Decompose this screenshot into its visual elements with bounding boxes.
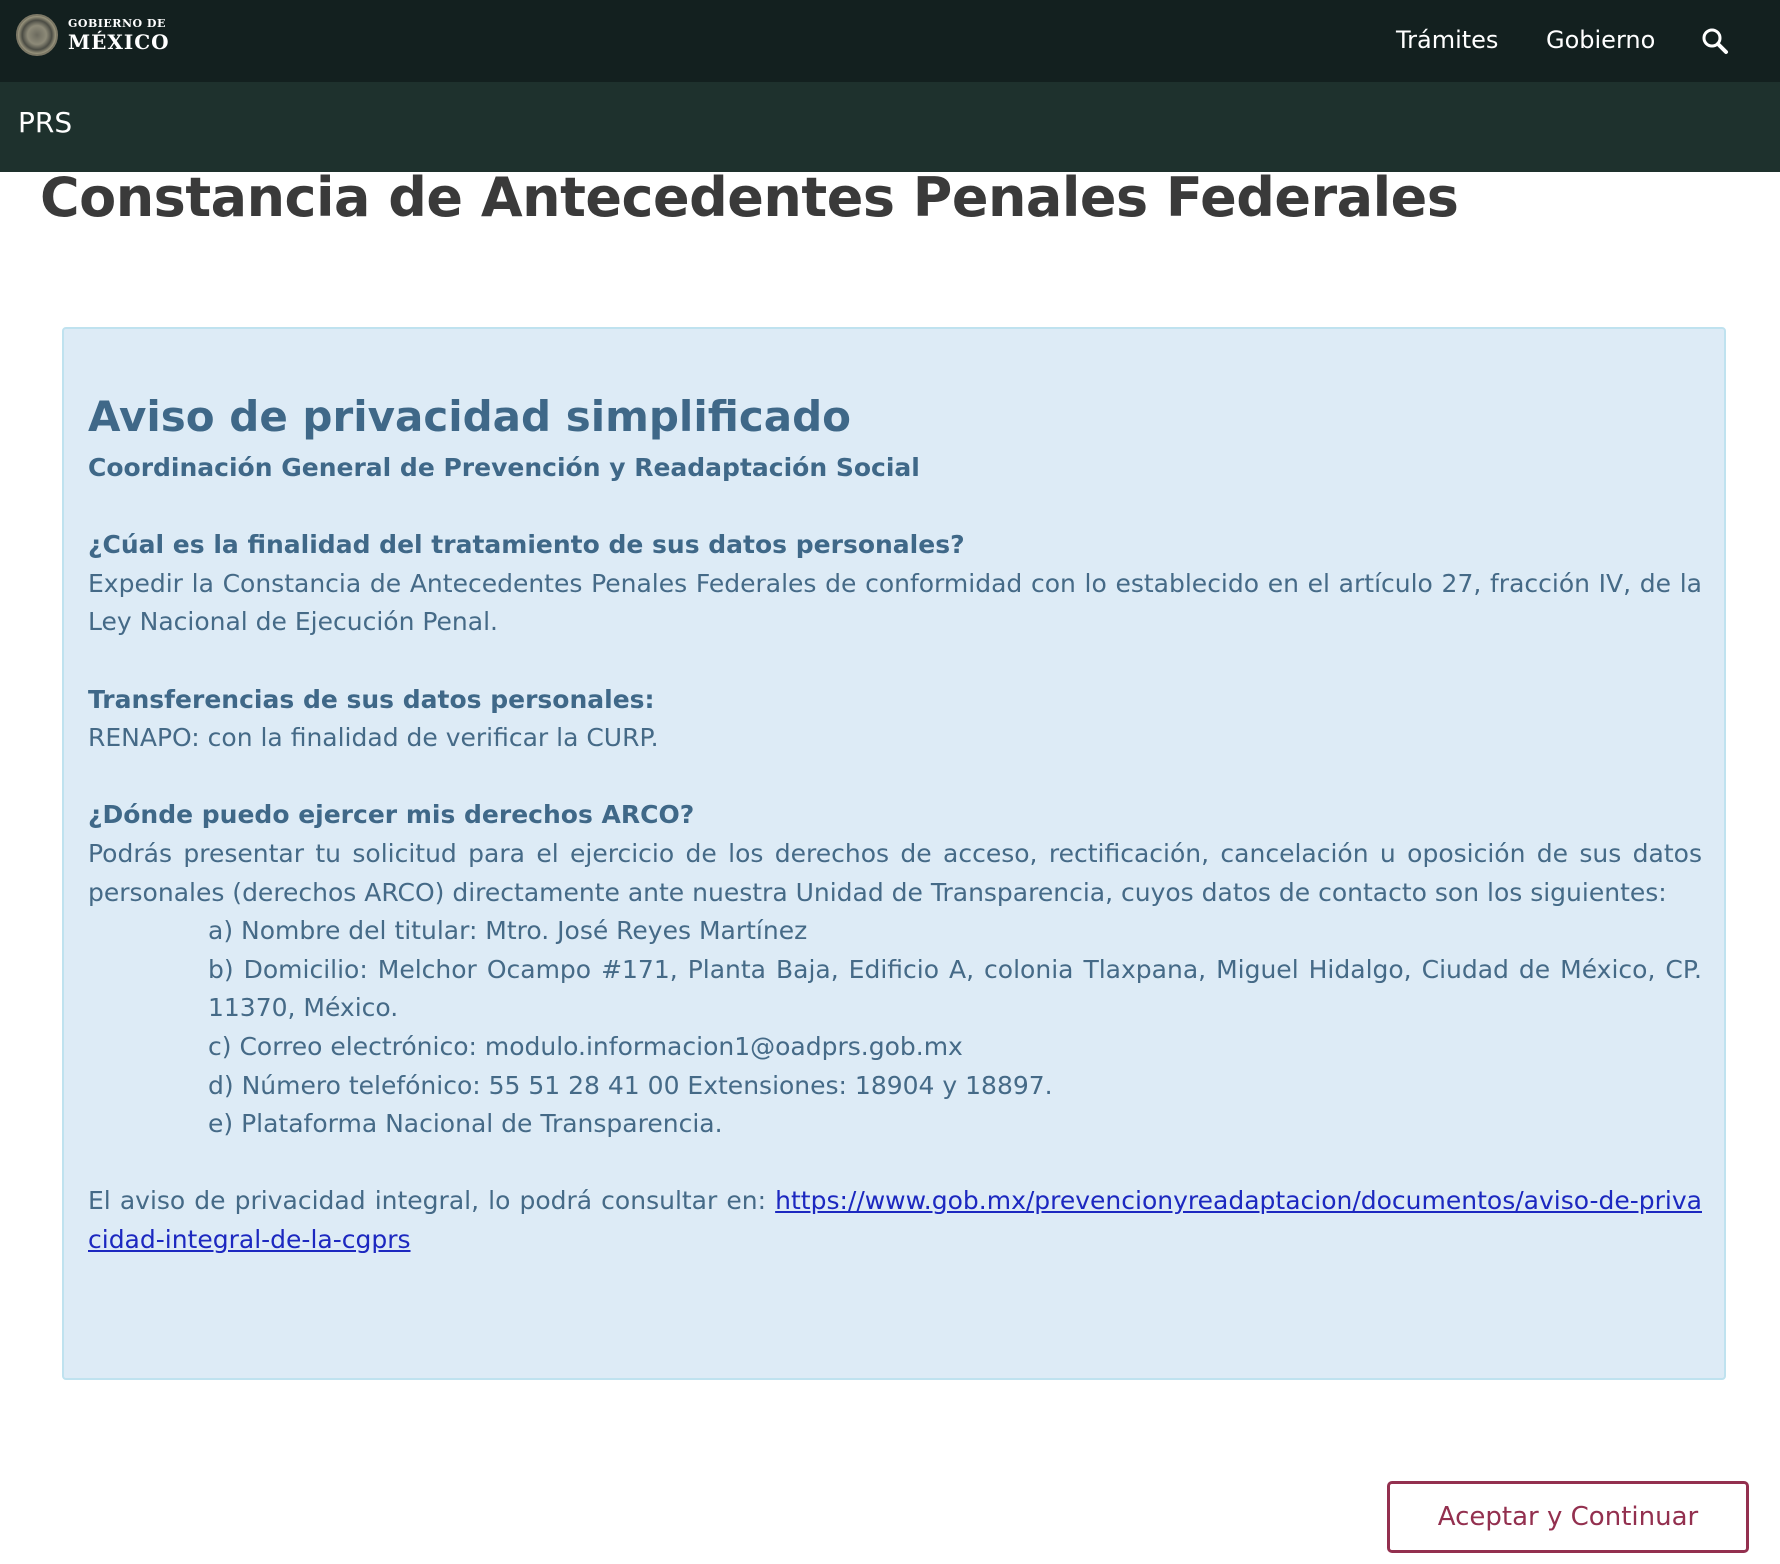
privacy-notice-card <box>62 327 1726 1380</box>
section-title[interactable]: PRS <box>18 106 73 139</box>
contact-item-address: b) Domicilio: Melchor Ocampo #171, Planta Baja, Edificio A, colonia Tlaxpana, Miguel Hidalgo, Ciudad de México, CP. 11370, México. <box>208 954 1702 1023</box>
search-button[interactable] <box>1700 26 1730 56</box>
contact-item-email: c) Correo electrónico: modulo.informacion1@oadprs.gob.mx <box>208 1031 963 1061</box>
spacer <box>88 758 1702 797</box>
integral-notice-link[interactable]: https://www.gob.mx/prevencionyreadaptacion/documentos/aviso-de-privacidad-integral-de-la-cgprs <box>88 1186 1702 1254</box>
search-icon <box>1700 26 1730 56</box>
contact-list <box>208 912 1702 1144</box>
section-bar <box>0 82 1780 172</box>
section-heading-purpose: ¿Cúal es la finalidad del tratamiento de sus datos personales? <box>88 530 965 560</box>
logo-line2: MÉXICO <box>68 30 170 54</box>
integral-notice-text: El aviso de privacidad integral, lo podrá consultar en: <box>88 1186 776 1216</box>
section-heading-transfers: Transferencias de sus datos personales: <box>88 684 655 714</box>
logo-text <box>68 18 170 52</box>
integral-notice-paragraph <box>88 1182 1702 1259</box>
notice-title: Aviso de privacidad simplificado <box>88 392 852 441</box>
section-body-arco: Podrás presentar tu solicitud para el ejercicio de los derechos de acceso, rectificación, cancelación u oposición de sus datos personales (derechos ARCO) directamente ante nuestra Unidad de Transparencia, cuyos datos de contacto son los siguientes: <box>88 838 1702 907</box>
coat-of-arms-emblem-icon <box>16 14 58 56</box>
notice-subtitle: Coordinación General de Prevención y Readaptación Social <box>88 453 920 482</box>
privacy-notice-content <box>88 393 1702 1259</box>
spacer <box>88 642 1702 681</box>
page-title: Constancia de Antecedentes Penales Federales <box>40 166 1459 229</box>
section-heading-arco: ¿Dónde puedo ejercer mis derechos ARCO? <box>88 800 695 830</box>
spacer <box>88 1144 1702 1183</box>
section-body-purpose: Expedir la Constancia de Antecedentes Penales Federales de conformidad con lo establecido en el artículo 27, fracción IV, de la Ley Nacional de Ejecución Penal. <box>88 568 1702 637</box>
contact-item-platform: e) Plataforma Nacional de Transparencia. <box>208 1109 723 1139</box>
gobierno-de-mexico-logo[interactable] <box>16 14 170 56</box>
spacer <box>88 488 1702 527</box>
contact-item-phone: d) Número telefónico: 55 51 28 41 00 Extensiones: 18904 y 18897. <box>208 1070 1053 1100</box>
nav-link-gobierno[interactable]: Gobierno <box>1546 26 1656 54</box>
logo-line1: GOBIERNO DE <box>68 17 166 30</box>
section-body-transfers: RENAPO: con la finalidad de verificar la CURP. <box>88 723 659 753</box>
nav-link-tramites[interactable]: Trámites <box>1396 26 1499 54</box>
contact-item-name: a) Nombre del titular: Mtro. José Reyes Martínez <box>208 916 808 946</box>
accept-and-continue-button[interactable]: Aceptar y Continuar <box>1387 1481 1749 1553</box>
top-navbar <box>0 0 1780 82</box>
